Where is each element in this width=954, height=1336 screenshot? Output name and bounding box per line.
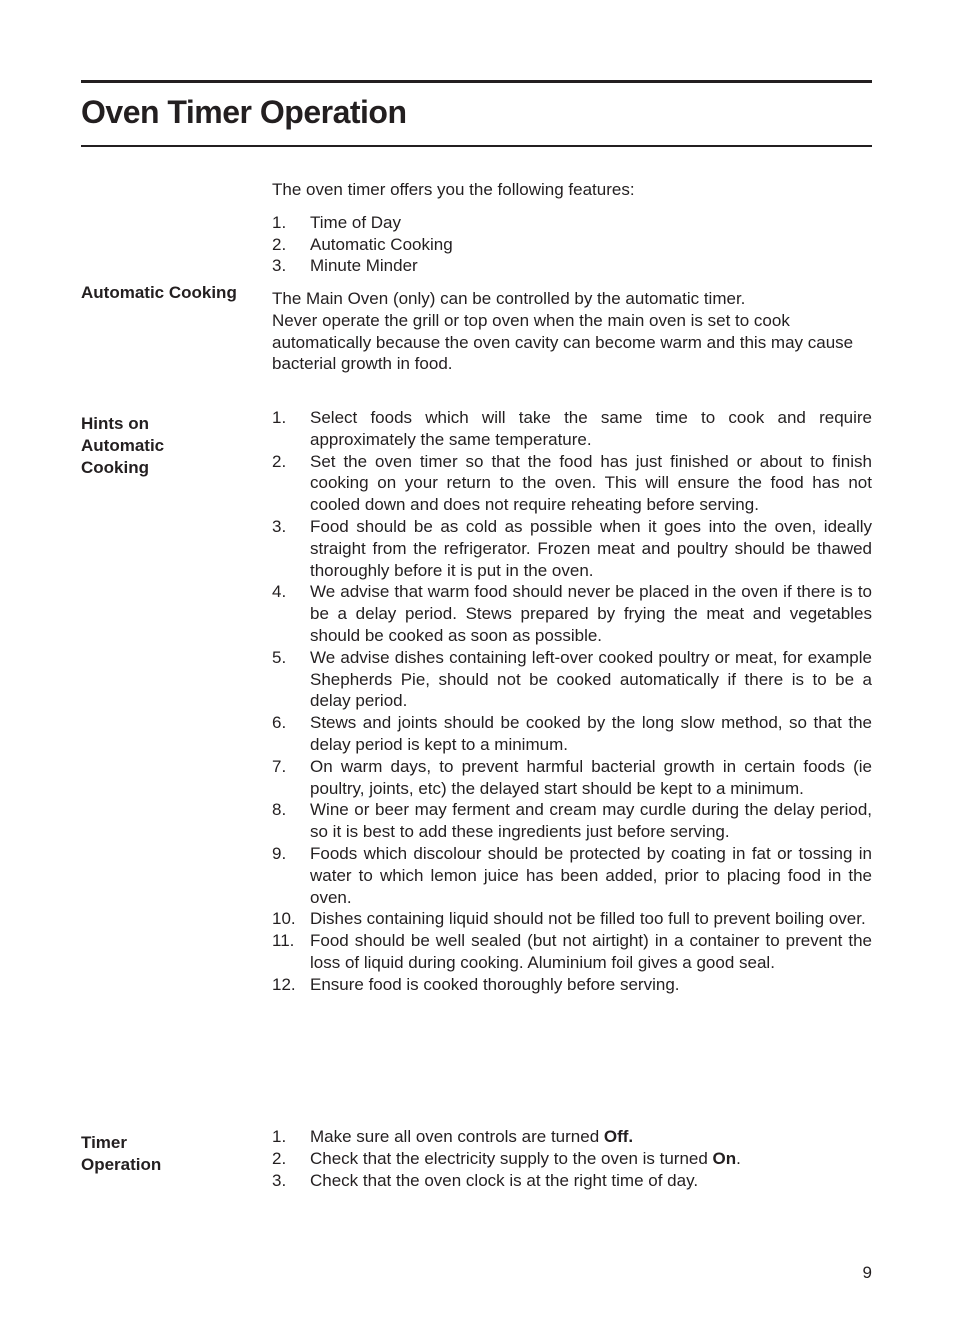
list-text: Select foods which will take the same time to cook and require approximately the same temperature. (310, 408, 872, 449)
list-item (272, 234, 872, 256)
list-number: 2. (272, 451, 287, 471)
list-number: 7. (272, 756, 287, 776)
list-item (272, 1126, 872, 1148)
hints-heading-line: Automatic (81, 435, 165, 455)
list-text-suffix: . (736, 1148, 741, 1168)
list-number: 3. (272, 256, 287, 276)
timer-operation-heading (81, 1132, 256, 1176)
list-text: Food should be as cold as possible when it goes into the oven, ideally straight from the refrigerator. Frozen meat and poultry should be thawed thoroughly before it is put in the oven. (310, 516, 872, 580)
list-item (272, 581, 872, 646)
list-item (272, 255, 872, 277)
list-item (272, 712, 872, 756)
list-number: 4. (272, 582, 287, 602)
list-number: 5. (272, 647, 287, 667)
list-item (272, 1170, 872, 1192)
timer-steps-list (272, 1126, 872, 1191)
list-text-bold: On (712, 1148, 737, 1168)
list-number: 3. (272, 1170, 287, 1190)
hints-section (272, 407, 872, 996)
list-number: 12. (272, 974, 296, 994)
list-number: 10. (272, 909, 296, 929)
list-item (272, 647, 872, 712)
list-item (272, 974, 872, 996)
list-number: 11. (272, 931, 295, 951)
list-item (272, 516, 872, 581)
list-text: Food should be well sealed (but not airtight) in a container to prevent the loss of liquid during cooking. Aluminium foil gives a good seal. (310, 931, 872, 972)
list-item (272, 799, 872, 843)
list-text: Stews and joints should be cooked by the long slow method, so that the delay period is kept to a minimum. (310, 713, 872, 754)
list-text: Wine or beer may ferment and cream may curdle during the delay period, so it is best to add these ingredients just before serving. (310, 800, 872, 842)
automatic-cooking-heading: Automatic Cooking (81, 283, 237, 302)
list-item (272, 212, 872, 234)
timer-heading-line: Timer (81, 1133, 127, 1152)
list-item (272, 756, 872, 800)
list-text: Check that the electricity supply to the oven is turned (310, 1148, 713, 1168)
list-item (272, 930, 872, 974)
list-text: Ensure food is cooked thoroughly before serving. (310, 974, 680, 994)
list-number: 3. (272, 516, 287, 536)
automatic-cooking-line1: The Main Oven (only) can be controlled by the automatic timer. (272, 289, 746, 308)
timer-operation-section (272, 1126, 872, 1191)
list-number: 6. (272, 713, 287, 733)
list-item (272, 1148, 872, 1170)
automatic-cooking-line2: Never operate the grill or top oven when the main oven is set to cook automatically because the oven cavity can become warm and this may cause bacterial growth in food. (272, 310, 854, 374)
title-underline-rule (81, 145, 872, 147)
list-text: We advise dishes containing left-over cooked poultry or meat, for example Shepherds Pie, should not be cooked automatically if there is to be a delay period. (310, 647, 872, 711)
list-text: Check that the oven clock is at the right time of day. (310, 1170, 699, 1190)
automatic-cooking-section (272, 288, 872, 375)
intro-section (272, 179, 872, 277)
list-text-bold: Off. (603, 1127, 634, 1146)
list-item (272, 843, 872, 908)
hints-heading (81, 413, 256, 478)
list-number: 1. (272, 212, 287, 232)
list-number: 9. (272, 843, 287, 863)
list-text: Time of Day (310, 212, 402, 232)
list-number: 8. (272, 800, 287, 820)
list-text: Minute Minder (310, 256, 418, 276)
list-text: On warm days, to prevent harmful bacterial growth in certain foods (ie poultry, joints, etc) the delayed start should be kept to a minimum. (310, 756, 872, 798)
timer-heading-line: Operation (81, 1154, 162, 1174)
list-number: 1. (272, 408, 287, 427)
page-number: 9 (862, 1263, 872, 1282)
list-text: Set the oven timer so that the food has just finished or about to finish cooking on your return to the oven. This will ensure the food has not cooled down and does not require reheating before serving. (310, 451, 872, 515)
hints-heading-line: Hints on (81, 414, 149, 433)
page-title: Oven Timer Operation (81, 94, 407, 130)
list-item (272, 451, 872, 516)
list-item (272, 407, 872, 451)
list-number: 2. (272, 234, 287, 254)
intro-text: The oven timer offers you the following features: (272, 180, 635, 199)
hints-heading-line: Cooking (81, 457, 149, 477)
list-text: Make sure all oven controls are turned (310, 1127, 604, 1146)
top-rule (81, 80, 872, 83)
list-number: 1. (272, 1127, 287, 1146)
list-text: We advise that warm food should never be placed in the oven if there is to be a delay period. Stews prepared by frying the meat and vegetables should be cooked as soon as possible. (310, 582, 872, 645)
list-number: 2. (272, 1148, 287, 1168)
list-text: Dishes containing liquid should not be filled too full to prevent boiling over. (310, 909, 866, 929)
features-list (272, 212, 872, 277)
list-text: Foods which discolour should be protected by coating in fat or tossing in water to which lemon juice has been added, prior to placing food in the oven. (310, 843, 872, 907)
list-item (272, 908, 872, 930)
hints-list (272, 407, 872, 996)
list-text: Automatic Cooking (310, 234, 453, 254)
